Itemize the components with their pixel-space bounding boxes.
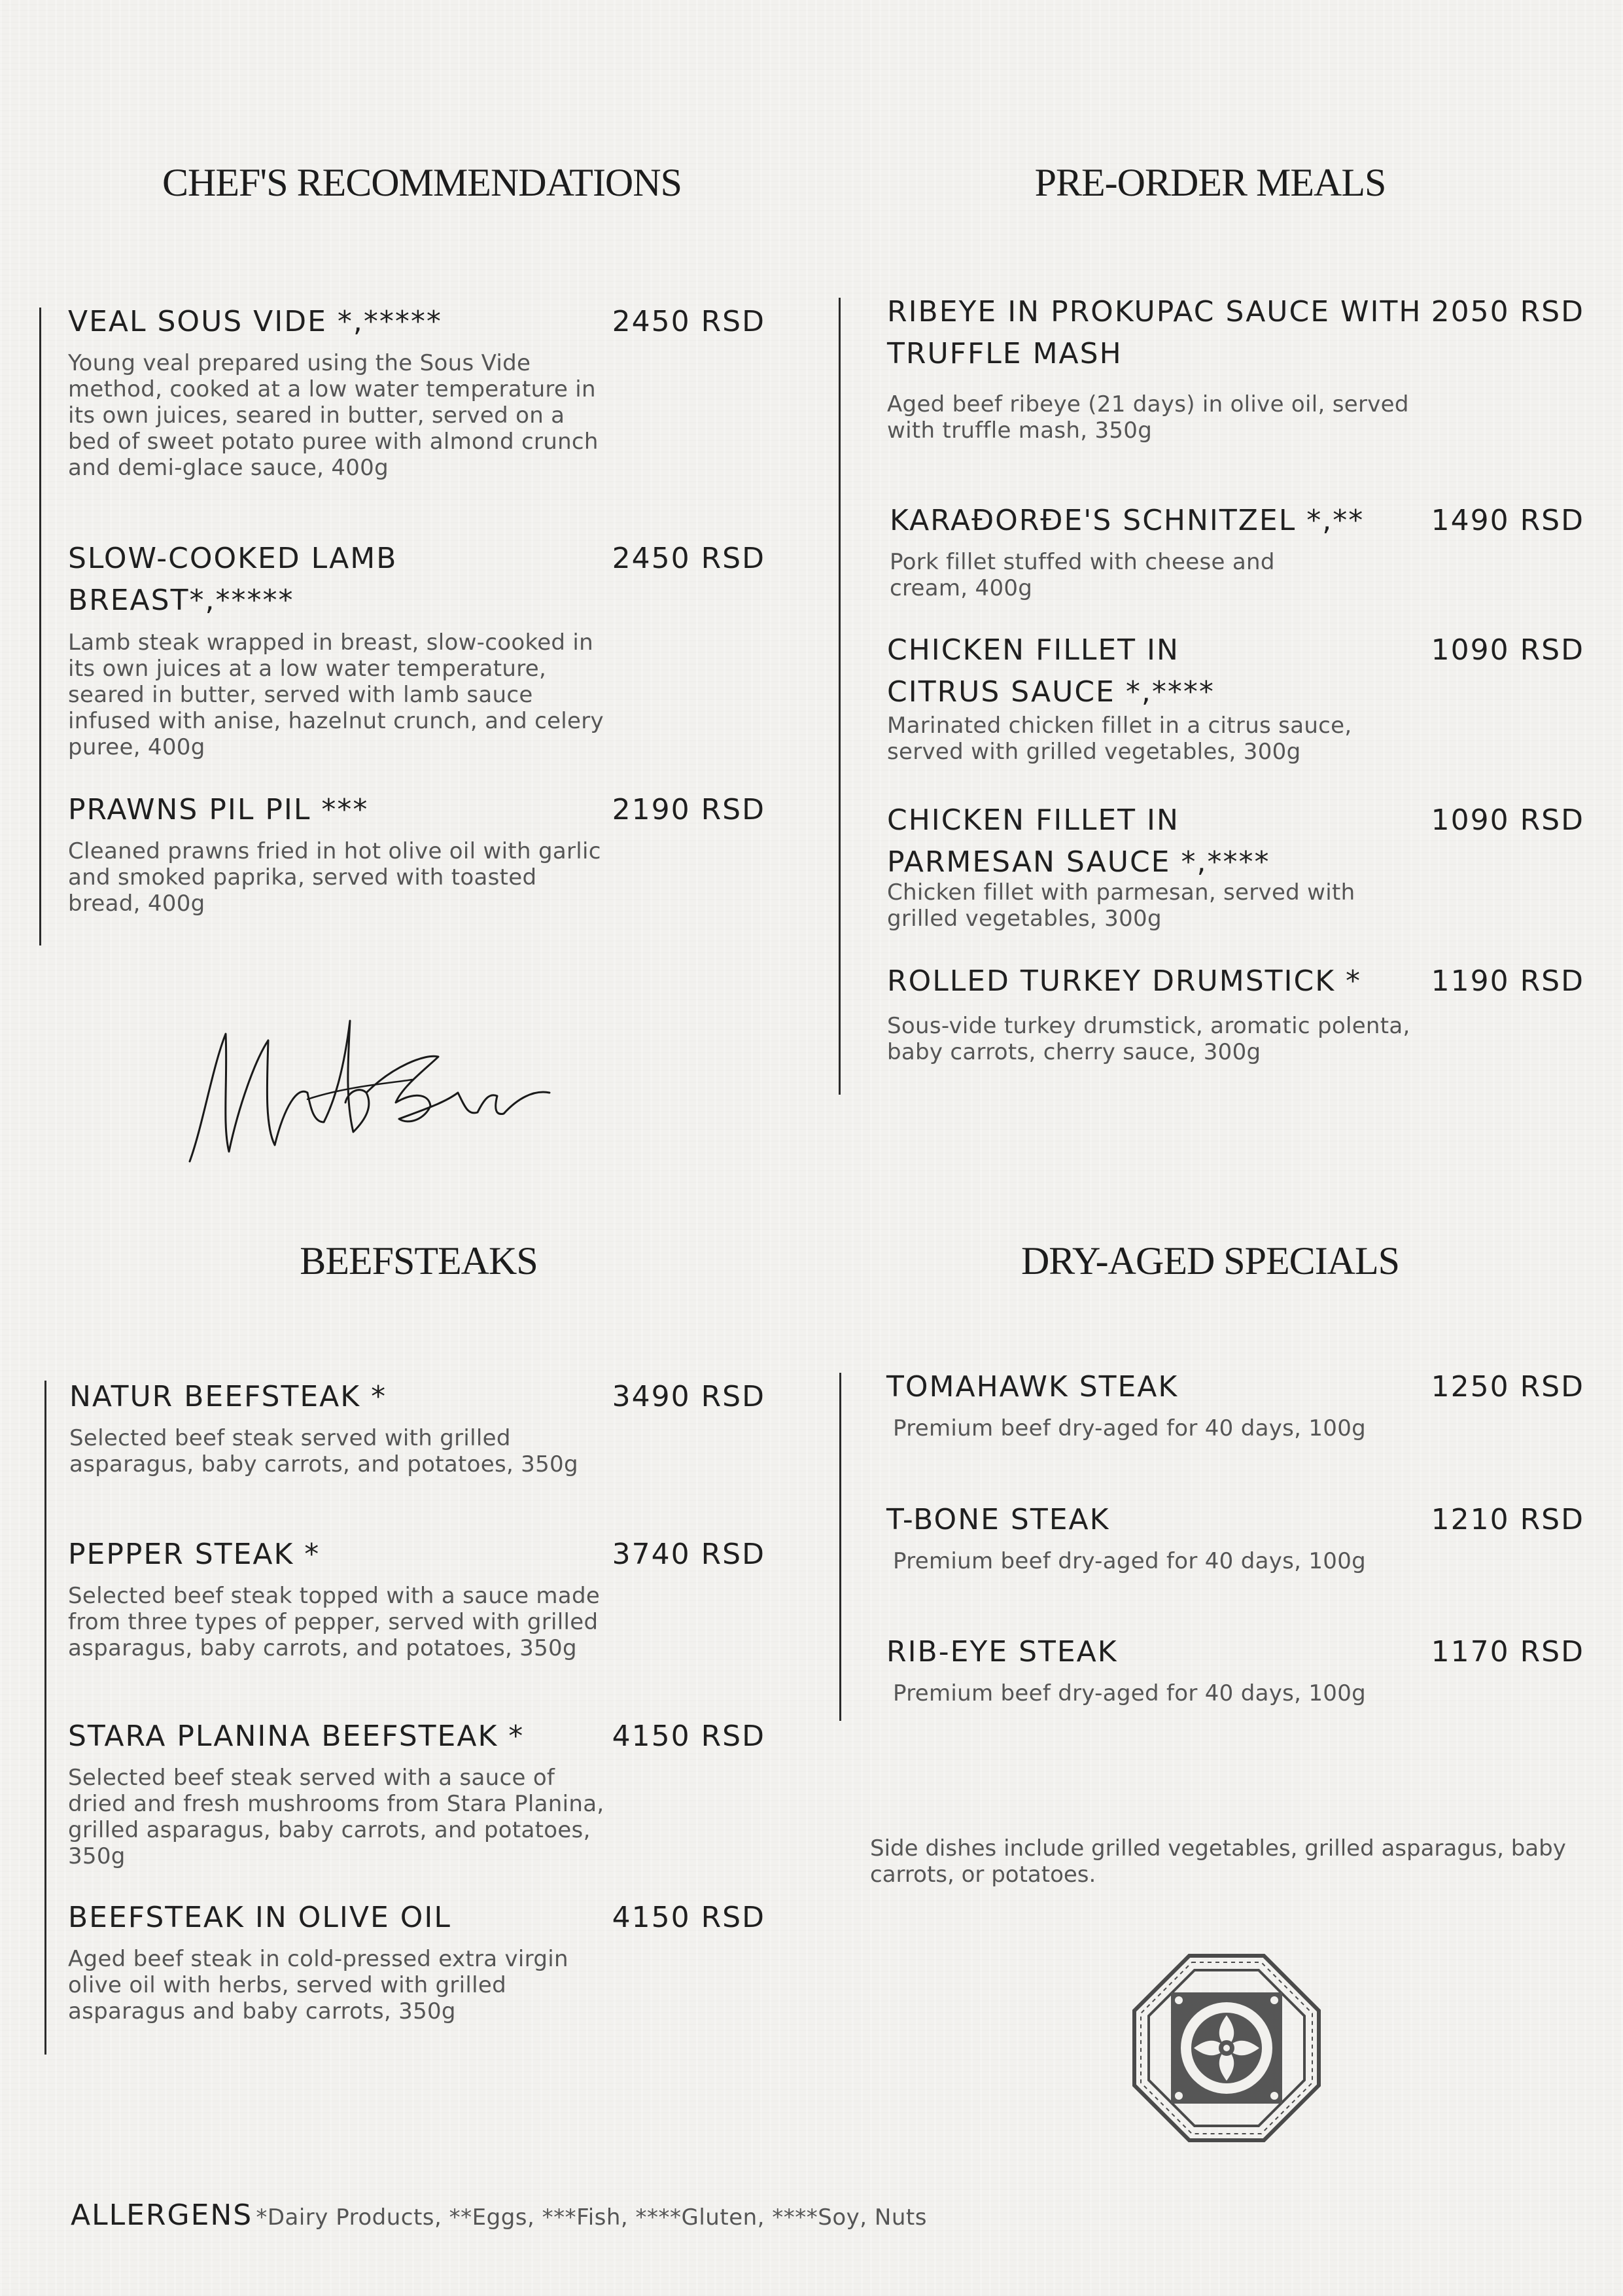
- menu-item: [68, 789, 765, 933]
- menu-item-name: NATUR BEEFSTEAK *: [69, 1380, 387, 1413]
- section-divider-line: [839, 1373, 841, 1721]
- section-divider-line: [44, 1381, 46, 2055]
- menu-item-price: 3490 RSD: [612, 1380, 765, 1413]
- menu-item: [69, 1376, 765, 1494]
- menu-item-description: Aged beef ribeye (21 days) in olive oil, served with truffle mash, 350g: [887, 391, 1409, 444]
- menu-item-description: Selected beef steak topped with a sauce made from three types of pepper, served with grilled asparagus, baby carrots, and potatoes, 350g: [68, 1583, 601, 1661]
- menu-item-name: BEEFSTEAK IN OLIVE OIL: [68, 1901, 451, 1934]
- menu-item-price: 4150 RSD: [612, 1720, 765, 1753]
- section-divider-line: [839, 298, 841, 1095]
- menu-item-price: 1210 RSD: [1431, 1503, 1584, 1536]
- menu-item-price: 1490 RSD: [1431, 504, 1584, 537]
- section-title-pre-order-meals: PRE-ORDER MEALS: [1034, 161, 1386, 204]
- menu-item-price: 1090 RSD: [1431, 633, 1584, 667]
- chef-signature: [177, 995, 556, 1171]
- menu-item: [887, 291, 1584, 455]
- menu-item-description: Premium beef dry-aged for 40 days, 100g: [893, 1415, 1367, 1441]
- allergens-footer: [71, 2199, 927, 2232]
- allergens-label: ALLERGENS: [71, 2199, 253, 2232]
- menu-item: [887, 629, 1584, 800]
- menu-item: [886, 1366, 1584, 1464]
- menu-item: [68, 1534, 765, 1691]
- menu-item-price: 4150 RSD: [612, 1901, 765, 1934]
- section-title-chefs-recommendations: CHEF'S RECOMMENDATIONS: [162, 161, 682, 204]
- menu-item-price: 1090 RSD: [1431, 804, 1584, 837]
- menu-item-price: 2190 RSD: [612, 793, 765, 826]
- menu-item-description: Premium beef dry-aged for 40 days, 100g: [893, 1548, 1367, 1574]
- menu-item-description: Premium beef dry-aged for 40 days, 100g: [893, 1680, 1367, 1706]
- menu-item-price: 1250 RSD: [1431, 1370, 1584, 1404]
- menu-item-name: PEPPER STEAK *: [68, 1538, 321, 1571]
- menu-item-description: Marinated chicken fillet in a citrus sauce, served with grilled vegetables, 300g: [887, 713, 1352, 765]
- menu-item-name: T-BONE STEAK: [886, 1503, 1110, 1536]
- menu-item-name: CHICKEN FILLET IN PARMESAN SAUCE *,****: [887, 804, 1270, 879]
- menu-item-name: VEAL SOUS VIDE *,*****: [68, 305, 442, 338]
- menu-item: [886, 1631, 1584, 1729]
- octagon-ornament-icon: [1132, 1953, 1321, 2143]
- menu-item: [68, 538, 765, 767]
- menu-item: [886, 1499, 1584, 1597]
- menu-item-price: 2450 RSD: [612, 542, 765, 575]
- side-dishes-note: Side dishes include grilled vegetables, grilled asparagus, baby carrots, or potatoes.: [870, 1835, 1566, 1888]
- menu-item-price: 1170 RSD: [1431, 1635, 1584, 1669]
- menu-item-description: Chicken fillet with parmesan, served with grilled vegetables, 300g: [887, 879, 1355, 932]
- menu-item-name: SLOW-COOKED LAMB BREAST*,*****: [68, 542, 398, 617]
- menu-item: [68, 1897, 765, 2041]
- menu-item: [890, 500, 1584, 611]
- menu-item: [68, 301, 765, 497]
- menu-item: [887, 961, 1584, 1078]
- menu-item-name: TOMAHAWK STEAK: [886, 1370, 1179, 1404]
- menu-item: [887, 800, 1584, 944]
- menu-item-description: Aged beef steak in cold-pressed extra virgin olive oil with herbs, served with grilled asparagus and baby carrots, 350g: [68, 1946, 568, 2024]
- menu-item-name: KARAĐORĐE'S SCHNITZEL *,**: [890, 504, 1365, 537]
- menu-item-price: 1190 RSD: [1431, 964, 1584, 998]
- menu-item-description: Cleaned prawns fried in hot olive oil with garlic and smoked paprika, served with toasted bread, 400g: [68, 838, 601, 917]
- menu-item-description: Young veal prepared using the Sous Vide method, cooked at a low water temperature in its own juices, seared in butter, served on a bed of sweet potato puree with almond crunch and demi-glace sauce, 400g: [68, 350, 599, 481]
- menu-item-name: PRAWNS PIL PIL ***: [68, 793, 369, 826]
- menu-item-name: ROLLED TURKEY DRUMSTICK *: [887, 964, 1362, 998]
- menu-item-price: 2050 RSD: [1431, 295, 1584, 328]
- menu-item-description: Selected beef steak served with a sauce of dried and fresh mushrooms from Stara Planina, grilled asparagus, baby carrots, and potatoes, 350g: [68, 1765, 604, 1869]
- section-title-dry-aged-specials: DRY-AGED SPECIALS: [1021, 1239, 1400, 1282]
- section-divider-line: [39, 308, 41, 945]
- menu-item-name: STARA PLANINA BEEFSTEAK *: [68, 1720, 525, 1753]
- allergens-list: *Dairy Products, **Eggs, ***Fish, ****Gluten, ****Soy, Nuts: [256, 2204, 927, 2231]
- menu-item-description: Selected beef steak served with grilled asparagus, baby carrots, and potatoes, 350g: [69, 1425, 578, 1477]
- menu-item-description: Lamb steak wrapped in breast, slow-cooked in its own juices at a low water temperature, seared in butter, served with lamb sauce infused with anise, hazelnut crunch, and celery puree, 400g: [68, 629, 604, 760]
- menu-item-price: 3740 RSD: [612, 1538, 765, 1571]
- menu-item-price: 2450 RSD: [612, 305, 765, 338]
- section-title-beefsteaks: BEEFSTEAKS: [300, 1239, 538, 1282]
- menu-item: [68, 1716, 765, 1879]
- menu-item-description: Sous-vide turkey drumstick, aromatic polenta, baby carrots, cherry sauce, 300g: [887, 1013, 1410, 1065]
- menu-item-name: RIB-EYE STEAK: [886, 1635, 1118, 1669]
- menu-item-description: Pork fillet stuffed with cheese and cream, 400g: [890, 549, 1275, 601]
- menu-item-name: RIBEYE IN PROKUPAC SAUCE WITH TRUFFLE MASH: [887, 295, 1422, 370]
- menu-item-name: CHICKEN FILLET IN CITRUS SAUCE *,****: [887, 633, 1215, 709]
